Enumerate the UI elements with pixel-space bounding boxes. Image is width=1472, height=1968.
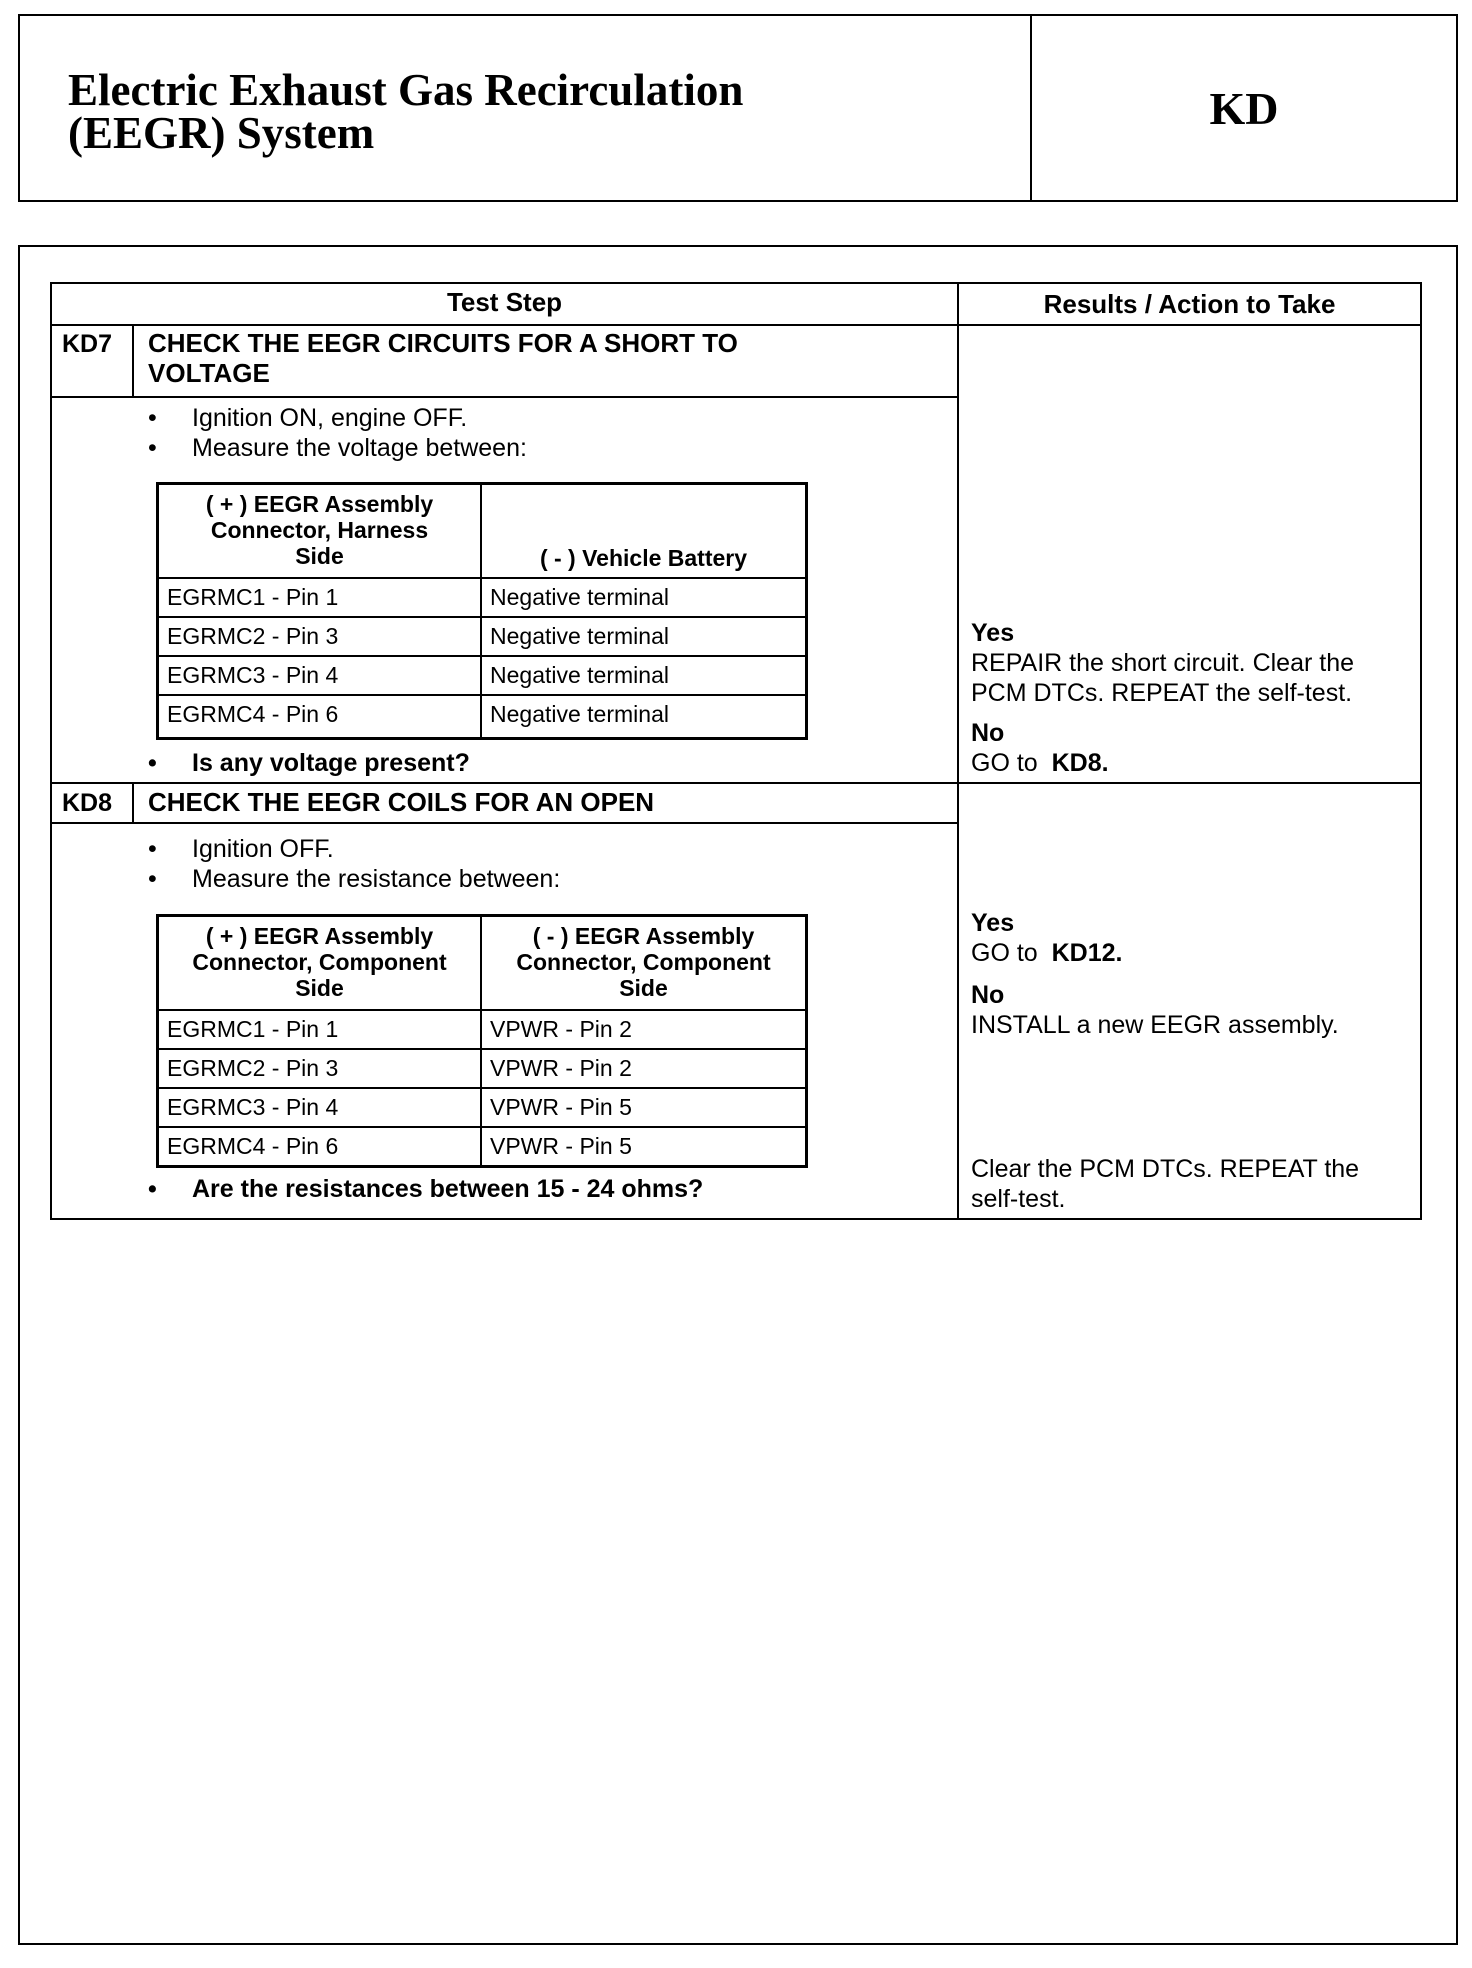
section-title-line2: (EEGR) System xyxy=(68,108,375,158)
kd8-row-3-negative: VPWR - Pin 5 xyxy=(490,1094,632,1120)
kd8-result-no xyxy=(971,980,1339,1040)
kd8-result-note xyxy=(971,1154,1359,1214)
kd8-bullet-1: • Ignition OFF. xyxy=(148,835,334,863)
kd7-question: • Is any voltage present? xyxy=(148,749,470,777)
kd8-bullet-2: • Measure the resistance between: xyxy=(148,865,561,893)
step-title-kd8: CHECK THE EEGR COILS FOR AN OPEN xyxy=(148,787,655,817)
step-title-kd7-line1: CHECK THE EEGR CIRCUITS FOR A SHORT TO xyxy=(148,328,738,358)
kd8-result-yes: Yes GO to KD12. xyxy=(971,909,1123,967)
kd8-row-2-positive: EGRMC2 - Pin 3 xyxy=(167,1055,339,1081)
kd7-sub-header-negative: ( - ) Vehicle Battery xyxy=(539,545,748,571)
kd7-row-1-positive: EGRMC1 - Pin 1 xyxy=(167,584,339,610)
kd8-row-3-positive: EGRMC3 - Pin 4 xyxy=(167,1094,339,1120)
kd8-row-4-negative: VPWR - Pin 5 xyxy=(490,1133,632,1159)
kd7-row-2-negative: Negative terminal xyxy=(490,623,669,649)
kd8-row-1-negative: VPWR - Pin 2 xyxy=(490,1016,632,1042)
kd7-row-3-negative: Negative terminal xyxy=(490,662,669,688)
kd8-title-divider xyxy=(52,822,957,824)
kd7-yes-line1: REPAIR the short circuit. Clear the xyxy=(971,649,1355,677)
kd8-row-1-positive: EGRMC1 - Pin 1 xyxy=(167,1016,339,1042)
step-id-kd8: KD8 xyxy=(62,789,113,817)
kd7-title-divider xyxy=(52,396,957,398)
page-header xyxy=(18,14,1458,202)
kd8-note-line1: Clear the PCM DTCs. REPEAT the xyxy=(971,1155,1360,1183)
kd8-no-text: INSTALL a new EEGR assembly. xyxy=(971,1011,1339,1039)
kd8-resistance-table xyxy=(156,914,808,1168)
step-id-kd7: KD7 xyxy=(62,330,113,358)
kd8-id-divider xyxy=(132,782,134,824)
step-title-kd7 xyxy=(148,328,738,388)
header-divider xyxy=(52,324,1420,326)
kd7-yes-label: Yes xyxy=(971,619,1015,647)
kd8-no-label: No xyxy=(971,981,1005,1009)
kd7-id-divider xyxy=(132,324,134,398)
column-divider xyxy=(957,284,959,1218)
section-title-line1: Electric Exhaust Gas Recirculation xyxy=(68,65,744,115)
kd8-yes-ref: KD12. xyxy=(1051,939,1123,967)
kd7-result-no: No GO to KD8. xyxy=(971,719,1109,777)
kd7-yes-line2: PCM DTCs. REPEAT the self-test. xyxy=(971,679,1353,707)
section-code: KD xyxy=(1209,82,1279,134)
kd7-bullet-2: • Measure the voltage between: xyxy=(148,434,527,462)
kd8-row-2-negative: VPWR - Pin 2 xyxy=(490,1055,632,1081)
test-step-table xyxy=(50,282,1422,1220)
section-title xyxy=(20,16,1032,200)
col-header-test-step: Test Step xyxy=(446,287,563,317)
kd7-row-4-positive: EGRMC4 - Pin 6 xyxy=(167,701,339,727)
kd8-question: • Are the resistances between 15 - 24 ohms? xyxy=(148,1175,704,1203)
kd7-bullet-1: • Ignition ON, engine OFF. xyxy=(148,404,468,432)
step-title-kd7-line2: VOLTAGE xyxy=(148,358,270,388)
kd7-row-2-positive: EGRMC2 - Pin 3 xyxy=(167,623,339,649)
kd7-row-1-negative: Negative terminal xyxy=(490,584,669,610)
kd7-voltage-table xyxy=(156,482,808,740)
kd8-note-line2: self-test. xyxy=(971,1185,1066,1213)
kd7-row-3-positive: EGRMC3 - Pin 4 xyxy=(167,662,339,688)
kd7-row-4-negative: Negative terminal xyxy=(490,701,669,727)
kd7-result-yes xyxy=(971,618,1354,708)
kd8-sub-header-negative: ( - ) EEGR Assembly Connector, Component Side xyxy=(516,923,771,1001)
kd7-no-label: No xyxy=(971,719,1005,747)
col-header-results: Results / Action to Take xyxy=(1043,289,1336,319)
kd8-yes-label: Yes xyxy=(971,909,1015,937)
kd7-no-ref: KD8. xyxy=(1051,749,1109,777)
kd8-sub-header-positive: ( + ) EEGR Assembly Connector, Component Side xyxy=(192,923,447,1001)
kd7-sub-header-positive: ( + ) EEGR Assembly Connector, Harness Side xyxy=(205,491,434,569)
step-divider xyxy=(52,782,1420,784)
kd8-row-4-positive: EGRMC4 - Pin 6 xyxy=(167,1133,339,1159)
